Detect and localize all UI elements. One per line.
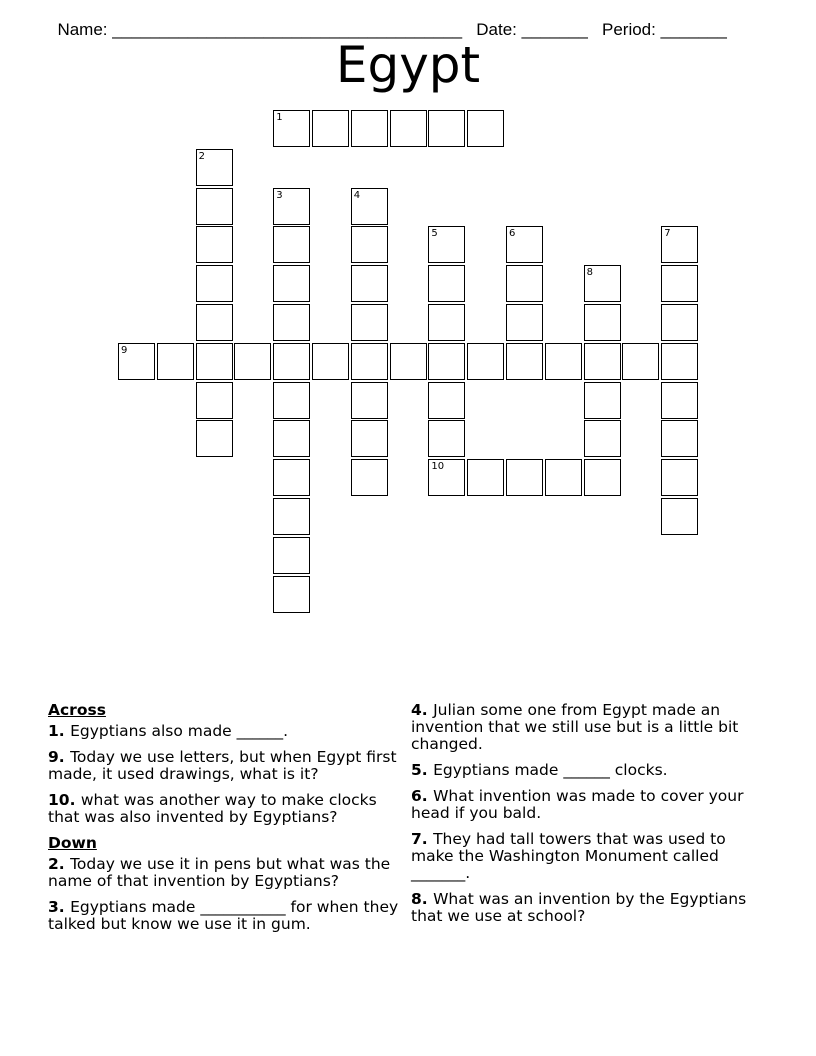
clue-down-3: 3. Egyptians made ___________ for when they talked but know we use it in gum.: [48, 898, 399, 933]
clue-text: Egyptians made ______ clocks.: [433, 761, 668, 779]
clue-number: 2: [48, 855, 59, 873]
clue-number: 3: [48, 898, 59, 916]
crossword-cell[interactable]: [467, 343, 504, 380]
clue-text: Egyptians also made ______.: [70, 722, 289, 740]
across-heading: Across: [48, 701, 106, 719]
clue-number: 10: [48, 791, 70, 809]
crossword-cell[interactable]: [273, 110, 310, 147]
crossword-cell[interactable]: [661, 382, 698, 419]
crossword-cell[interactable]: [545, 459, 582, 496]
crossword-cell[interactable]: [584, 420, 621, 457]
clue-text: Today we use it in pens but what was the name of that invention by Egyptians?: [48, 855, 391, 890]
crossword-cell[interactable]: [506, 226, 543, 263]
clues-left-column: [48, 702, 408, 942]
crossword-cell[interactable]: [157, 343, 194, 380]
crossword-cell[interactable]: [428, 265, 465, 302]
crossword-cell[interactable]: [428, 304, 465, 341]
crossword-cell[interactable]: [273, 382, 310, 419]
clue-down-5: 5. Egyptians made ______ clocks.: [411, 761, 668, 779]
crossword-cell[interactable]: [506, 304, 543, 341]
crossword-cell[interactable]: [467, 110, 504, 147]
crossword-cell[interactable]: [661, 498, 698, 535]
clue-across-1: 1. Egyptians also made ______.: [48, 722, 289, 740]
crossword-cell[interactable]: [622, 343, 659, 380]
crossword-cell[interactable]: [312, 110, 349, 147]
clue-text: what was another way to make clocks that was also invented by Egyptians?: [48, 791, 377, 826]
crossword-cell[interactable]: [351, 304, 388, 341]
clue-number: 1: [48, 722, 59, 740]
crossword-cell[interactable]: [234, 343, 271, 380]
crossword-cell[interactable]: [584, 265, 621, 302]
name-label: Name:: [57, 20, 108, 39]
crossword-cell[interactable]: [273, 226, 310, 263]
clue-across-10: 10. what was another way to make clocks that was also invented by Egyptians?: [48, 791, 377, 826]
cell-number: 9: [121, 344, 128, 356]
crossword-cell[interactable]: [545, 343, 582, 380]
clue-number: 7: [411, 830, 422, 848]
crossword-cell[interactable]: [584, 304, 621, 341]
crossword-cell[interactable]: [390, 110, 427, 147]
crossword-cell[interactable]: [351, 343, 388, 380]
crossword-cell[interactable]: [661, 226, 698, 263]
clue-down-2: 2. Today we use it in pens but what was the name of that invention by Egyptians?: [48, 855, 391, 890]
crossword-cell[interactable]: [118, 343, 155, 380]
crossword-cell[interactable]: [584, 382, 621, 419]
date-label: Date:: [476, 20, 517, 39]
clues-right-column: [411, 702, 771, 934]
crossword-cell[interactable]: [273, 537, 310, 574]
crossword-cell[interactable]: [428, 110, 465, 147]
clue-number: 9: [48, 748, 59, 766]
crossword-cell[interactable]: [273, 188, 310, 225]
crossword-cell[interactable]: [661, 265, 698, 302]
crossword-cell[interactable]: [273, 459, 310, 496]
crossword-cell[interactable]: [273, 498, 310, 535]
crossword-cell[interactable]: [428, 343, 465, 380]
crossword-cell[interactable]: [428, 459, 465, 496]
clue-text: Today we use letters, but when Egypt first made, it used drawings, what is it?: [48, 748, 397, 783]
crossword-cell[interactable]: [273, 420, 310, 457]
clue-number: 4: [411, 701, 422, 719]
crossword-cell[interactable]: [351, 265, 388, 302]
crossword-cell[interactable]: [467, 459, 504, 496]
crossword-cell[interactable]: [196, 149, 233, 186]
clue-text: What was an invention by the Egyptians that we use at school?: [411, 890, 747, 925]
crossword-cell[interactable]: [312, 343, 349, 380]
cell-number: 5: [431, 228, 438, 240]
crossword-cell[interactable]: [661, 420, 698, 457]
crossword-cell[interactable]: [506, 265, 543, 302]
cell-number: 6: [509, 228, 516, 240]
date-blank[interactable]: _______: [521, 20, 588, 39]
crossword-cell[interactable]: [273, 265, 310, 302]
crossword-cell[interactable]: [428, 420, 465, 457]
clue-text: They had tall towers that was used to make the Washington Monument called _______.: [411, 830, 726, 882]
name-blank[interactable]: _____________________________________: [112, 20, 463, 39]
period-blank[interactable]: _______: [660, 20, 727, 39]
crossword-cell[interactable]: [273, 576, 310, 613]
clue-text: Julian some one from Egypt made an invention that we still use but is a little bit changed.: [411, 701, 739, 753]
puzzle-title: Egypt: [335, 36, 481, 94]
clue-down-6: 6. What invention was made to cover your head if you bald.: [411, 787, 744, 822]
crossword-cell[interactable]: [196, 304, 233, 341]
crossword-cell[interactable]: [351, 188, 388, 225]
cell-number: 2: [198, 150, 205, 162]
crossword-cell[interactable]: [661, 343, 698, 380]
cell-number: 10: [431, 461, 445, 473]
clue-text: Egyptians made ___________ for when they talked but know we use it in gum.: [48, 898, 399, 933]
crossword-cell[interactable]: [351, 110, 388, 147]
clue-text: What invention was made to cover your head if you bald.: [411, 787, 744, 822]
crossword-cell[interactable]: [351, 420, 388, 457]
crossword-cell[interactable]: [428, 226, 465, 263]
crossword-cell[interactable]: [584, 459, 621, 496]
crossword-cell[interactable]: [351, 226, 388, 263]
clue-number: 5: [411, 761, 422, 779]
crossword-cell[interactable]: [584, 343, 621, 380]
cell-number: 1: [276, 112, 283, 123]
crossword-cell[interactable]: [661, 459, 698, 496]
clue-number: 6: [411, 787, 422, 805]
clue-down-4: 4. Julian some one from Egypt made an invention that we still use but is a little bit changed.: [411, 701, 739, 753]
cell-number: 3: [276, 189, 283, 201]
crossword-cell[interactable]: [506, 343, 543, 380]
clue-down-8: 8. What was an invention by the Egyptians that we use at school?: [411, 890, 747, 925]
clue-down-7: 7. They had tall towers that was used to make the Washington Monument called _______.: [411, 830, 726, 882]
crossword-cell[interactable]: [661, 304, 698, 341]
cell-number: 7: [664, 228, 671, 240]
crossword-cell[interactable]: [506, 459, 543, 496]
crossword-cell[interactable]: [351, 459, 388, 496]
crossword-cell[interactable]: [196, 382, 233, 419]
cell-number: 4: [353, 189, 361, 201]
period-label: Period:: [602, 20, 656, 39]
crossword-cell[interactable]: [196, 265, 233, 302]
crossword-cell[interactable]: [273, 343, 310, 380]
cell-number: 8: [586, 267, 593, 279]
crossword-cell[interactable]: [196, 226, 233, 263]
crossword-cell[interactable]: [196, 343, 233, 380]
crossword-cell[interactable]: [428, 382, 465, 419]
clue-across-9: 9. Today we use letters, but when Egypt first made, it used drawings, what is it?: [48, 748, 397, 783]
down-heading: Down: [48, 834, 97, 852]
clue-number: 8: [411, 890, 422, 908]
crossword-cell[interactable]: [273, 304, 310, 341]
crossword-cell[interactable]: [390, 343, 427, 380]
crossword-cell[interactable]: [196, 188, 233, 225]
crossword-cell[interactable]: [196, 420, 233, 457]
crossword-cell[interactable]: [351, 382, 388, 419]
